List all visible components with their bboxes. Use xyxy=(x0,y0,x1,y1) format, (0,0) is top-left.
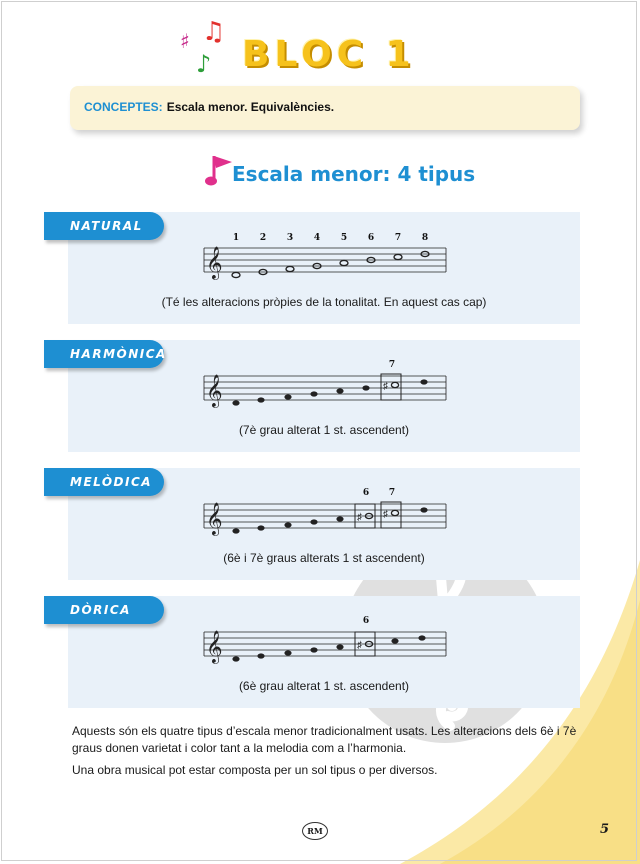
staff-dorica xyxy=(200,612,450,678)
caption-harmonica: (7è grau alterat 1 st. ascendent) xyxy=(238,423,410,437)
svg-text:♯: ♯ xyxy=(180,29,190,53)
degree-label: 6 xyxy=(362,616,370,626)
treble-clef-icon: 𝄞 xyxy=(206,630,223,663)
svg-text:♯: ♯ xyxy=(357,640,362,651)
tag-natural xyxy=(44,212,164,240)
music-notes-icon xyxy=(178,12,238,82)
degree-label: 7 xyxy=(388,360,396,370)
degree-label: 7 xyxy=(388,488,396,498)
concepts-box xyxy=(70,86,580,130)
tag-label: HARMÒNICA xyxy=(70,347,167,361)
header xyxy=(178,12,438,82)
degree-label: 2 xyxy=(259,233,267,243)
svg-text:♫: ♫ xyxy=(202,17,226,47)
staff-melodica xyxy=(200,484,450,550)
page-number: 5 xyxy=(600,822,610,837)
svg-text:♯: ♯ xyxy=(383,509,388,520)
staff-harmonica xyxy=(200,356,450,422)
treble-clef-icon: 𝄞 xyxy=(206,246,223,279)
paragraph-1: Aquests són els quatre tipus d’escala menor tradicionalment usats. Les alteracions dels 6è i 7è graus donen varietat i color tant a la melodia com a l’harmonia. xyxy=(72,724,577,755)
degree-label: 8 xyxy=(421,233,429,243)
degree-label: 1 xyxy=(232,233,240,243)
concepts-text xyxy=(84,100,334,114)
degree-label: 5 xyxy=(340,233,348,243)
svg-text:♯: ♯ xyxy=(357,512,362,523)
degree-label: 6 xyxy=(367,233,375,243)
caption-dorica: (6è grau alterat 1 st. ascendent) xyxy=(238,679,410,693)
page-title: BLOC 1 xyxy=(242,34,416,75)
svg-text:♯: ♯ xyxy=(383,381,388,392)
caption-natural: (Té les alteracions pròpies de la tonalitat. En aquest cas cap) xyxy=(161,295,487,309)
treble-clef-icon: 𝄞 xyxy=(206,502,223,535)
concepts-key: CONCEPTES: xyxy=(84,100,163,114)
degree-label: 3 xyxy=(286,233,294,243)
treble-clef-icon: 𝄞 xyxy=(206,374,223,407)
tag-dorica xyxy=(44,596,164,624)
publisher-logo: RM xyxy=(302,822,328,840)
concepts-value: Escala menor. Equivalències. xyxy=(166,100,335,114)
music-note-icon xyxy=(204,148,234,190)
degree-label: 7 xyxy=(394,233,402,243)
svg-text:♪: ♪ xyxy=(196,50,212,78)
degree-label: 6 xyxy=(362,488,370,498)
tag-label: MELÒDICA xyxy=(70,475,153,489)
paragraph-2: Una obra musical pot estar composta per un sol tipus o per diversos. xyxy=(72,763,438,777)
subtitle-text: Escala menor: 4 tipus xyxy=(232,162,476,186)
caption-melodica: (6è i 7è graus alterats 1 st ascendent) xyxy=(223,551,425,565)
tag-label: NATURAL xyxy=(70,219,143,233)
staff-natural xyxy=(200,228,450,294)
tag-harmonica xyxy=(44,340,167,368)
tag-label: DÒRICA xyxy=(70,603,131,617)
tag-melodica xyxy=(44,468,164,496)
degree-label: 4 xyxy=(313,233,321,243)
